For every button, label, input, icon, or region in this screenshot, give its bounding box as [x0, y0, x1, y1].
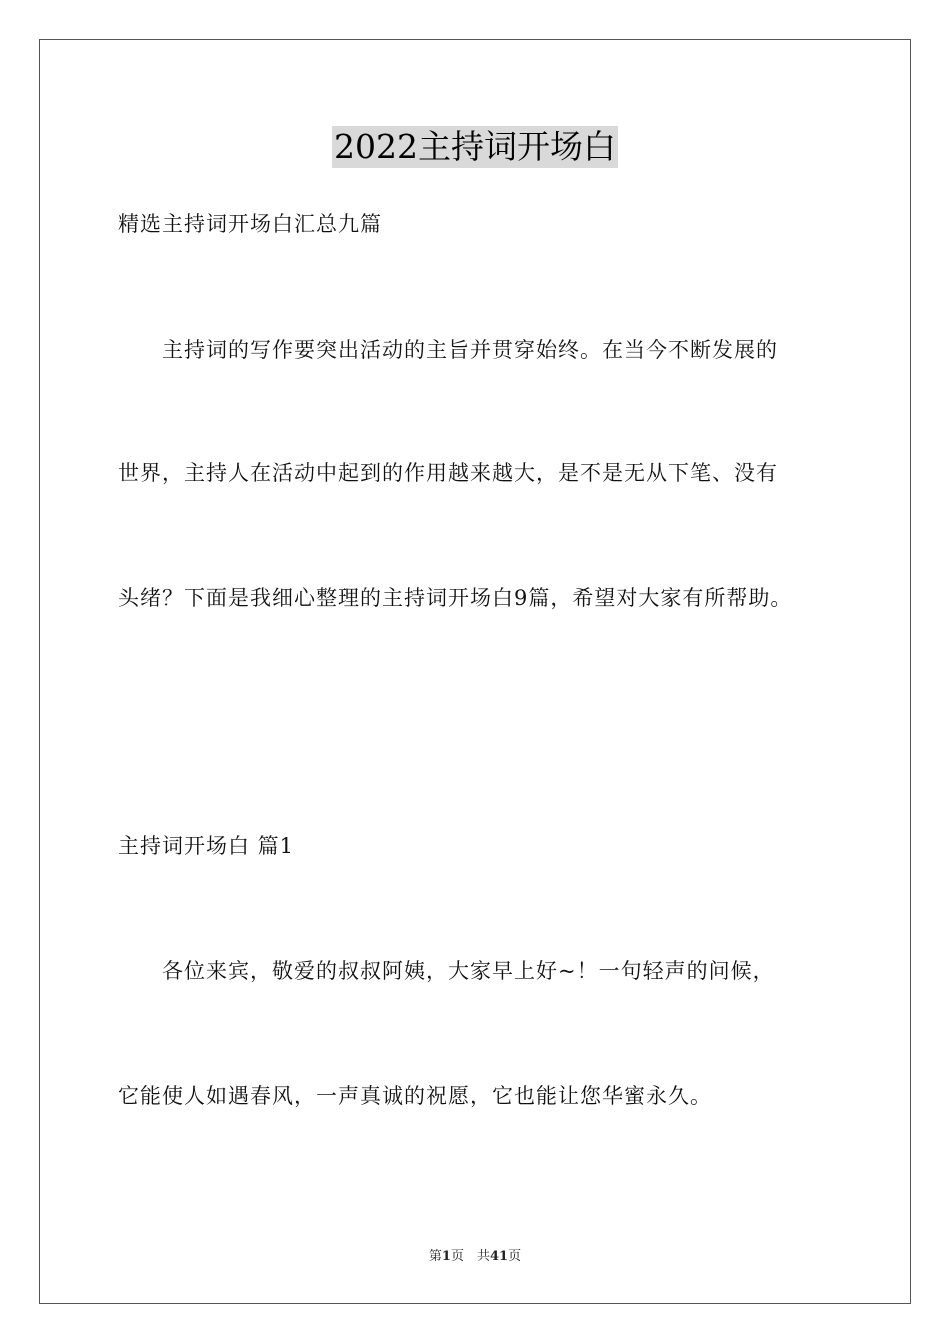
intro-line-1: 主持词的写作要突出活动的主旨并贯穿始终。在当今不断发展的	[118, 338, 778, 362]
footer-mid: 页 共	[450, 1249, 490, 1264]
footer-suffix: 页	[508, 1249, 522, 1264]
footer-prefix: 第	[428, 1249, 442, 1264]
intro-line-3: 头绪？下面是我细心整理的主持词开场白9篇，希望对大家有所帮助。	[118, 586, 793, 610]
document-title: 2022主持词开场白	[334, 127, 616, 166]
intro-line-2: 世界，主持人在活动中起到的作用越来越大，是不是无从下笔、没有	[118, 461, 778, 485]
document-title-block	[0, 126, 950, 168]
body-line-1: 各位来宾，敬爱的叔叔阿姨，大家早上好~！一句轻声的问候，	[118, 959, 775, 983]
footer-page-number: 1	[441, 1249, 451, 1264]
footer-total-pages: 41	[489, 1249, 509, 1264]
document-subtitle: 精选主持词开场白汇总九篇	[118, 212, 382, 236]
body-line-2: 它能使人如遇春风，一声真诚的祝愿，它也能让您华蜜永久。	[118, 1084, 712, 1108]
page-footer	[0, 1248, 950, 1266]
section-heading: 主持词开场白 篇1	[118, 834, 295, 858]
